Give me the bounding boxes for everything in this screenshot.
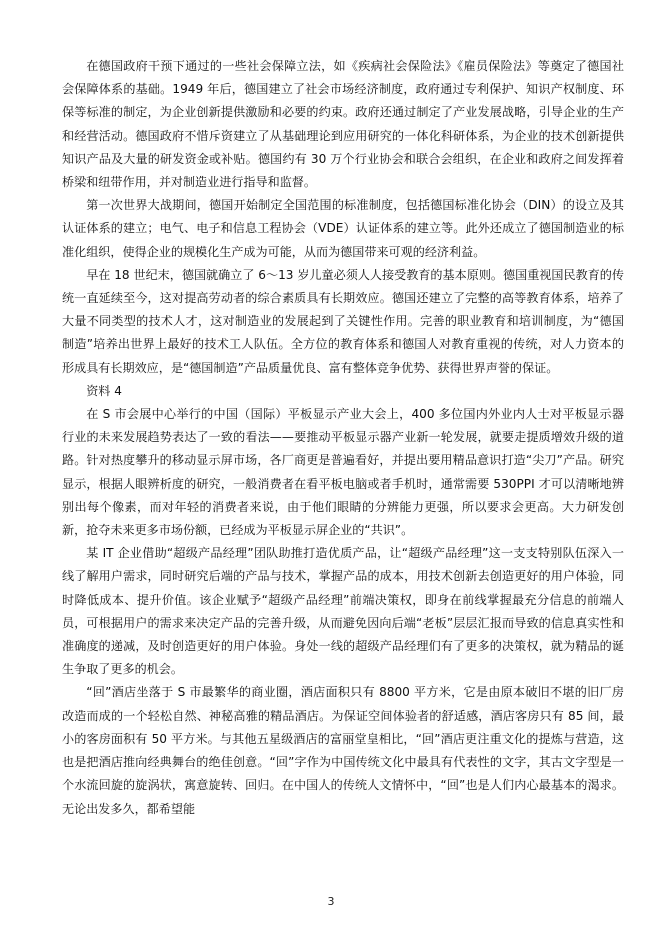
document-body bbox=[62, 55, 624, 821]
paragraph-education: 早在 18 世纪末，德国就确立了 6～13 岁儿童必须人人接受教育的基本原则。德国重视国民教育的传统一直延续至今，这对提高劳动者的综合素质具有长期效应。德国还建立了完整的高等教育体系，培养了大量不同类型的技术人才，这对制造业的发展起到了关键性作用。完善的职业教育和培训制度，为“德国制造”培养出世界上最好的技术工人队伍。全方位的教育体系和德国人对教育重视的传统，对人力资本的形成具有长期效应，是“德国制造”产品质量优良、富有整体竞争优势、获得世界声誉的保证。 bbox=[62, 267, 624, 375]
paragraph-hui-hotel: “回”酒店坐落于 S 市最繁华的商业圈，酒店面积只有 8800 平方米，它是由原本破旧不堪的旧厂房改造而成的一个轻松自然、神秘高雅的精品酒店。为保证空间体验者的舒适感，酒店客房只有 85 间，最小的客房面积有 50 平方米。与其他五星级酒店的富丽堂皇相比，“回”酒店更注重文化的提炼与营造，这也是把酒店推向经典舞台的绝佳创意。“回”字作为中国传统文化中最具有代表性的文字，其古文字型是一个水流回旋的旋涡状，寓意旋转、回归。在中国人的传统人文情怀中，“回”也是人们内心最基本的渴求。无论出发多久，都希望能 bbox=[62, 685, 624, 816]
paragraph-super-product-manager: 某 IT 企业借助“超级产品经理”团队助推打造优质产品，让“超级产品经理”这一支支特别队伍深入一线了解用户需求，同时研究后端的产品与技术，掌握产品的成本，用技术创新去创造更好的用户体验，同时降低成本、提升价值。该企业赋予“超级产品经理”前端决策权，即身在前线掌握最充分信息的前端人员，可根据用户的需求来决定产品的完善升级，从而避免因向后端“老板”层层汇报而导致的信息真实性和准确度的递减，及时创造更好的用户体验。身处一线的超级产品经理们有了更多的决策权，就为精品的诞生争取了更多的机会。 bbox=[62, 546, 624, 677]
paragraph-social-security: 在德国政府干预下通过的一些社会保障立法，如《疾病社会保险法》《雇员保险法》等奠定了德国社会保障体系的基础。1949 年后，德国建立了社会市场经济制度，政府通过专利保护、知识产权制度、环保等标准的制定，为企业创新提供激励和必要的约束。政府还通过制定了产业发展战略，引导企业的生产和经营活动。德国政府不惜斥资建立了从基础理论到应用研究的一体化科研体系，为企业的技术创新提供知识产品及大量的研发资金或补贴。德国约有 30 万个行业协会和联合会组织，在企业和政府之间发挥着桥梁和纽带作用，并对制造业进行指导和监督。 bbox=[62, 59, 624, 190]
paragraph-flat-panel-display: 在 S 市会展中心举行的中国（国际）平板显示产业大会上，400 多位国内外业内人士对平板显示器行业的未来发展趋势表达了一致的看法——要推动平板显示器产业新一轮发展，就要走提质增效升级的道路。针对热度攀升的移动显示屏市场，各厂商更是普遍看好，并提出要用精品意识打造“尖刀”产品。研究显示，根据人眼辨析度的研究，一般消费者在看平板电脑或者手机时，通常需要 530PPI 才可以清晰地辨别出每个像素，而对年轻的消费者来说，由于他们眼睛的分辨能力更强，所以要求会更高。大力研发创新，抢夺未来更多市场份额，已经成为平板显示屏企业的“共识”。 bbox=[62, 407, 624, 538]
section-heading-material-4: 资料 4 bbox=[86, 383, 122, 398]
page-number: 3 bbox=[327, 895, 335, 908]
paragraph-standards: 第一次世界大战期间，德国开始制定全国范围的标准制度，包括德国标准化协会（DIN）的设立及其认证体系的建立；电气、电子和信息工程协会（VDE）认证体系的建立等。此外还成立了德国制造业的标准化组织，使得企业的规模化生产成为可能，从而为德国带来可观的经济利益。 bbox=[62, 198, 624, 259]
